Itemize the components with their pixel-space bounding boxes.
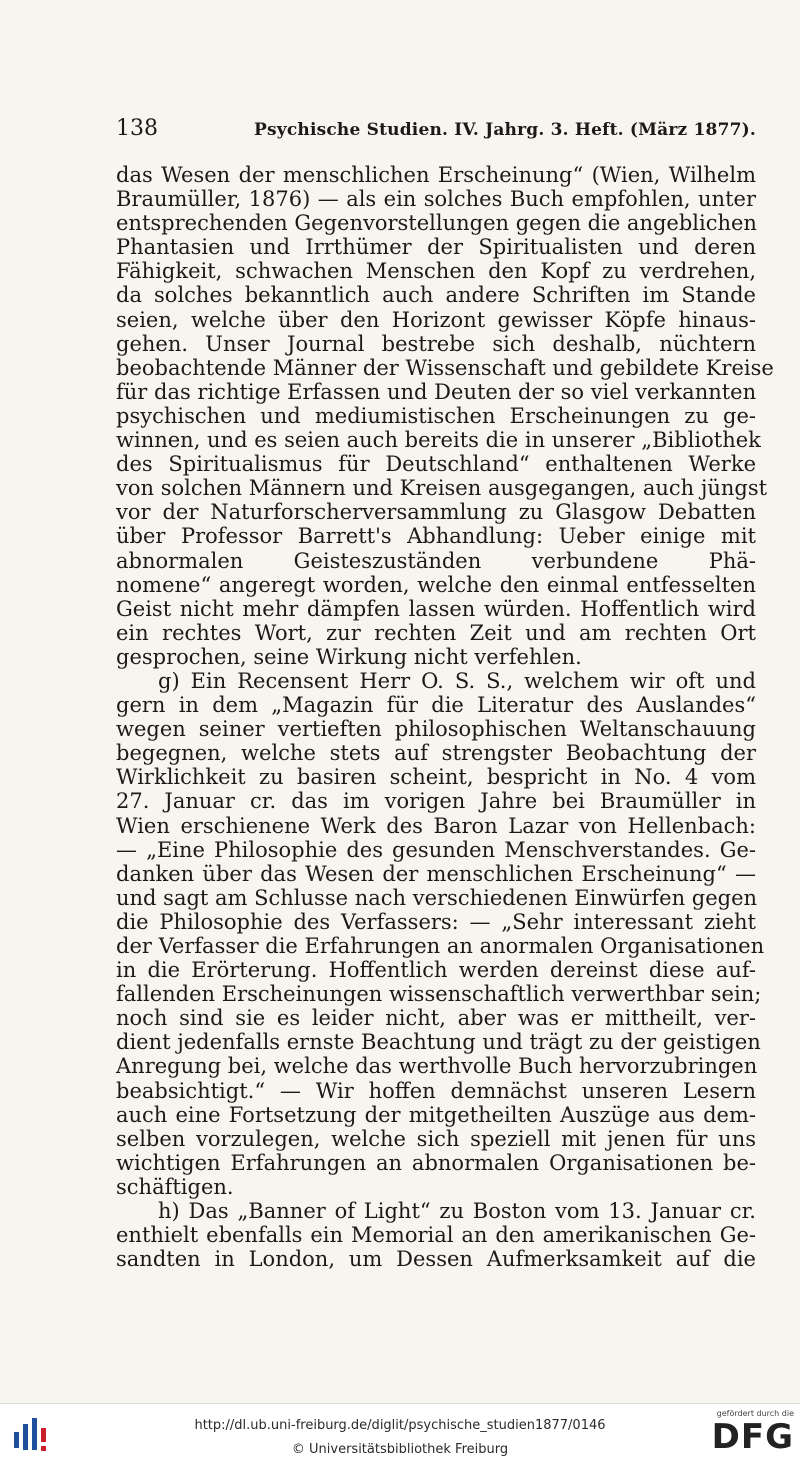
text-line: des Spiritualismus für Deutschland“ enthaltenen Werke — [116, 452, 756, 477]
text-line: gern in dem „Magazin für die Literatur des Auslandes“ — [116, 693, 756, 718]
text-line: auch eine Fortsetzung der mitgetheilten Auszüge aus dem- — [116, 1102, 756, 1127]
text-line: entsprechenden Gegenvorstellungen gegen die angeblichen — [116, 211, 757, 236]
text-line: noch sind sie es leider nicht, aber was er mittheilt, ver- — [116, 1006, 756, 1031]
text-line: da solches bekanntlich auch andere Schriften im Stande — [116, 283, 756, 308]
text-line: und sagt am Schlusse nach verschiedenen Einwürfen gegen — [116, 885, 758, 910]
paragraph-h-start: h) Das „Banner of Light“ zu Boston vom 13. Januar cr. — [158, 1199, 756, 1224]
text-line: fallenden Erscheinungen wissenschaftlich verwerthbar sein; — [116, 982, 762, 1007]
dfg-logo-text: DFG — [711, 1417, 794, 1457]
text-line: nomene“ angeregt worden, welche den einmal entfesselten — [116, 572, 756, 597]
text-line: selben vorzulegen, welche sich speziell mit jenen für uns — [116, 1126, 756, 1151]
body-text — [116, 163, 774, 1272]
text-line: — „Eine Philosophie des gesunden Menschverstandes. Ge- — [116, 837, 756, 862]
text-line: gesprochen, seine Wirkung nicht verfehlen. — [116, 644, 582, 669]
text-line: beabsichtigt.“ — Wir hoffen demnächst unseren Lesern — [116, 1078, 756, 1103]
text-line: ein rechtes Wort, zur rechten Zeit und am rechten Ort — [116, 620, 756, 645]
text-line: beobachtende Männer der Wissenschaft und gebildete Kreise — [116, 355, 774, 380]
dfg-logo — [704, 1409, 794, 1463]
viewer-footer — [0, 1403, 800, 1466]
library-logo-icon — [10, 1414, 52, 1458]
text-line: Fähigkeit, schwachen Menschen den Kopf zu verdrehen, — [116, 259, 756, 284]
text-line: gehen. Unser Journal bestrebe sich deshalb, nüchtern — [116, 331, 756, 356]
text-line: dient jedenfalls ernste Beachtung und trägt zu der geistigen — [116, 1030, 761, 1055]
text-line: Phantasien und Irrthümer der Spiritualisten und deren — [116, 235, 756, 260]
paragraph-g-start: g) Ein Recensent Herr O. S. S., welchem wir oft und — [158, 668, 756, 693]
text-line: von solchen Männern und Kreisen ausgegangen, auch jüngst — [116, 476, 768, 501]
dfg-funding-note: gefördert durch die — [716, 1409, 794, 1418]
text-line: seien, welche über den Horizont gewisser Köpfe hinaus- — [116, 307, 756, 332]
text-line: Geist nicht mehr dämpfen lassen würden. Hoffentlich wird — [116, 596, 756, 621]
text-line: begegnen, welche stets auf strengster Beobachtung der — [116, 741, 756, 766]
page-number: 138 — [116, 116, 158, 141]
copyright-text: © Universitätsbibliothek Freiburg — [291, 1442, 509, 1457]
text-line: abnormalen Geisteszuständen verbundene Phä- — [116, 548, 756, 573]
text-line: Wien erschienene Werk des Baron Lazar von Hellenbach: — [116, 813, 756, 838]
text-line: die Philosophie des Verfassers: — „Sehr interessant zieht — [116, 909, 756, 934]
text-line: Anregung bei, welche das werthvolle Buch hervorzubringen — [116, 1054, 758, 1079]
text-line: Wirklichkeit zu basiren scheint, bespricht in No. 4 vom — [116, 765, 756, 790]
text-line: danken über das Wesen der menschlichen Erscheinung“ — — [116, 861, 756, 886]
text-line: winnen, und es seien auch bereits die in unserer „Bibliothek — [116, 428, 761, 453]
text-line: wegen seiner vertieften philosophischen Weltanschauung — [116, 717, 756, 742]
text-line: 27. Januar cr. das im vorigen Jahre bei Braumüller in — [116, 789, 756, 814]
source-url-link[interactable]: http://dl.ub.uni-freiburg.de/diglit/psychische_studien1877/0146 — [194, 1418, 606, 1433]
text-line: für das richtige Erfassen und Deuten der so viel verkannten — [116, 379, 757, 404]
running-header — [116, 116, 756, 146]
text-line: in die Erörterung. Hoffentlich werden dereinst diese auf- — [116, 958, 756, 983]
text-line: vor der Naturforscherversammlung zu Glasgow Debatten — [116, 500, 756, 525]
text-line: sandten in London, um Dessen Aufmerksamkeit auf die — [116, 1247, 756, 1272]
running-title: Psychische Studien. IV. Jahrg. 3. Heft. (März 1877). — [254, 120, 756, 140]
text-line: enthielt ebenfalls ein Memorial an den amerikanischen Ge- — [116, 1223, 756, 1248]
text-line: der Verfasser die Erfahrungen an anormalen Organisationen — [116, 934, 765, 958]
text-line: psychischen und mediumistischen Erscheinungen zu ge- — [116, 403, 756, 428]
text-line: über Professor Barrett's Abhandlung: Ueber einige mit — [116, 524, 756, 549]
text-line: Braumüller, 1876) — als ein solches Buch empfohlen, unter — [116, 187, 756, 212]
text-line: das Wesen der menschlichen Erscheinung“ (Wien, Wilhelm — [116, 163, 756, 187]
text-line: wichtigen Erfahrungen an abnormalen Organisationen be- — [116, 1150, 756, 1175]
text-line: schäftigen. — [116, 1174, 234, 1199]
